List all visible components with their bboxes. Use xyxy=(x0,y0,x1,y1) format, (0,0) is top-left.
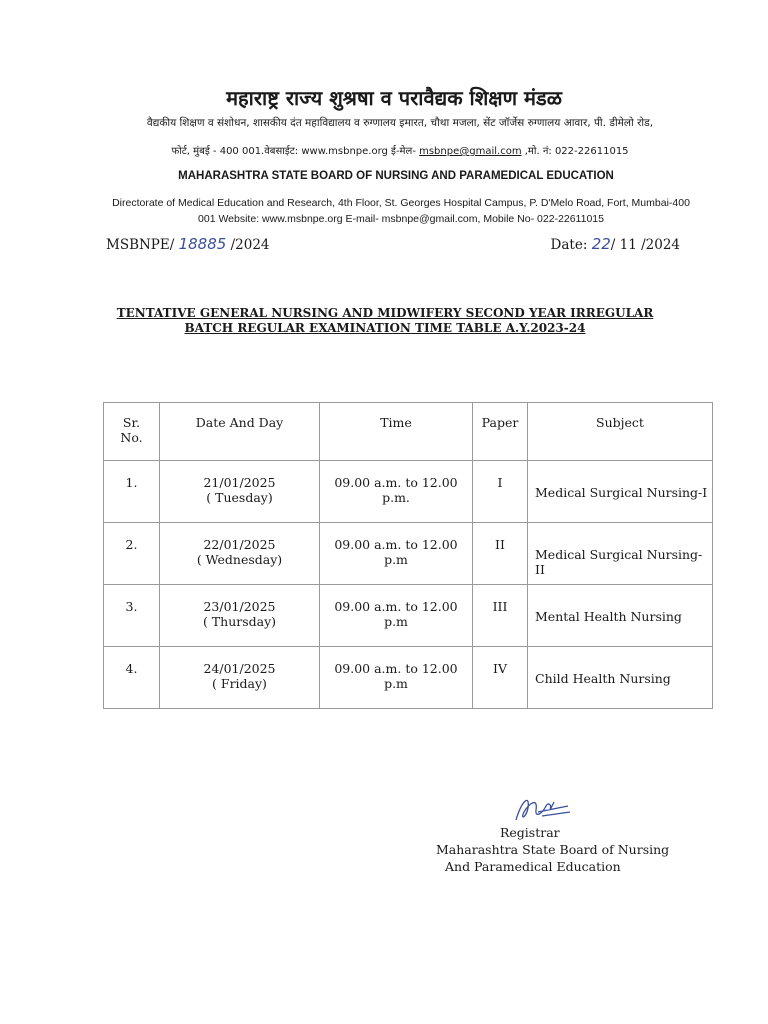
table-row xyxy=(104,585,713,647)
reference-handwritten-number: 18885 xyxy=(178,235,227,253)
cell-date xyxy=(160,585,320,647)
cell-paper: III xyxy=(473,585,528,647)
table-row xyxy=(104,461,713,523)
cell-sr: 3. xyxy=(104,585,160,647)
table-row xyxy=(104,647,713,709)
address-english: Directorate of Medical Education and Research, 4th Floor, St. Georges Hospital Campus, P. D'Melo Road, Fort, Mumbai-400 001 Website: www.msbnpe.org E-mail- msbnpe@gmail.com, Mobile No- 022-22611015 xyxy=(112,197,690,225)
table-row xyxy=(104,523,713,585)
cell-day-value: ( Friday) xyxy=(212,676,267,691)
cell-subject: Mental Health Nursing xyxy=(528,585,713,647)
header-sr-no xyxy=(104,403,160,461)
address-marathi-line2 xyxy=(140,143,660,157)
reference-number xyxy=(106,235,270,253)
cell-subject: Medical Surgical Nursing-I xyxy=(528,461,713,523)
header-time: Time xyxy=(320,403,473,461)
cell-paper: IV xyxy=(473,647,528,709)
cell-subject: Child Health Nursing xyxy=(528,647,713,709)
address-marathi-line2-suffix: ,मो. नं: 022-22611015 xyxy=(521,146,629,157)
cell-date-value: 24/01/2025 xyxy=(203,661,276,676)
cell-subject: Medical Surgical Nursing-II xyxy=(528,523,713,585)
cell-sr: 1. xyxy=(104,461,160,523)
cell-time: 09.00 a.m. to 12.00 p.m xyxy=(320,647,473,709)
cell-day-value: ( Thursday) xyxy=(202,614,277,629)
cell-date-value: 23/01/2025 xyxy=(203,599,276,614)
email-link[interactable]: msbnpe@gmail.com xyxy=(419,146,522,157)
cell-day-value: ( Wednesday) xyxy=(196,552,283,567)
signatory-org-line2: And Paramedical Education xyxy=(445,859,621,874)
cell-paper: I xyxy=(473,461,528,523)
document-title-line1: TENTATIVE GENERAL NURSING AND MIDWIFERY SECOND YEAR IRREGULAR xyxy=(116,306,654,320)
header-sr-line2: No. xyxy=(120,430,143,445)
cell-time: 09.00 a.m. to 12.00 p.m xyxy=(320,585,473,647)
exam-timetable xyxy=(103,402,713,709)
document-date xyxy=(551,235,680,253)
signatory-designation: Registrar xyxy=(500,825,560,840)
cell-sr: 2. xyxy=(104,523,160,585)
address-marathi-line1: वैद्यकीय शिक्षण व संशोधन, शासकीय दंत महाविद्यालय व रुग्णालय इमारत, चौथा मजला, सेंट जॉर्जेस रुग्णालय आवार, पी. डीमेलो रोड, xyxy=(146,117,654,129)
address-marathi-line2-prefix: फोर्ट, मुंबई - 400 001.वेबसाईट: www.msbnpe.org ई-मेल- xyxy=(171,146,420,157)
header-paper: Paper xyxy=(473,403,528,461)
board-title-english: MAHARASHTRA STATE BOARD OF NURSING AND PARAMEDICAL EDUCATION xyxy=(178,170,614,182)
header-subject: Subject xyxy=(528,403,713,461)
cell-day-value: ( Tuesday) xyxy=(206,490,273,505)
cell-time: 09.00 a.m. to 12.00 p.m xyxy=(320,523,473,585)
cell-date-value: 22/01/2025 xyxy=(203,537,276,552)
header-date-day: Date And Day xyxy=(160,403,320,461)
reference-year: /2024 xyxy=(230,237,270,253)
cell-sr: 4. xyxy=(104,647,160,709)
cell-date xyxy=(160,523,320,585)
date-handwritten-day: 22 xyxy=(591,235,611,253)
cell-date-value: 21/01/2025 xyxy=(203,475,276,490)
cell-time: 09.00 a.m. to 12.00 p.m. xyxy=(320,461,473,523)
date-label: Date: xyxy=(550,237,588,253)
cell-date xyxy=(160,647,320,709)
document-title-line2: BATCH REGULAR EXAMINATION TIME TABLE A.Y.2023-24 xyxy=(184,321,586,335)
cell-date xyxy=(160,461,320,523)
board-title-marathi: महाराष्ट्र राज्य शुश्रषा व परावैद्यक शिक्षण मंडळ xyxy=(226,86,562,110)
reference-prefix: MSBNPE/ xyxy=(106,237,175,253)
document-title xyxy=(100,306,670,336)
signatory-org-line1: Maharashtra State Board of Nursing xyxy=(436,842,670,857)
table-header-row xyxy=(104,403,713,461)
header-sr-line1: Sr. xyxy=(122,415,141,430)
date-rest: / 11 /2024 xyxy=(610,237,680,253)
cell-paper: II xyxy=(473,523,528,585)
